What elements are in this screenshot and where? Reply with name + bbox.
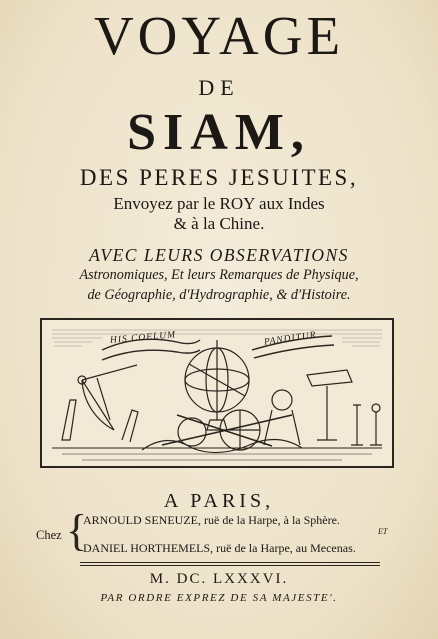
motto-right: PANDITUR [263, 330, 318, 348]
publication-date: M. DC. LXXXVI. [149, 571, 289, 587]
brace-icon: { [66, 506, 88, 555]
destination-line: & à la Chine. [173, 214, 265, 233]
title-voyage: VOYAGE [93, 5, 345, 66]
sent-by-line: Envoyez par le ROY aux Indes [113, 194, 325, 213]
royal-privilege: PAR ORDRE EXPREZ DE SA MAJESTE'. [100, 592, 338, 604]
title-de: DE [198, 75, 240, 100]
imprint-chez: Chez [36, 528, 62, 542]
subtitle-line-3: de Géographie, d'Hydrographie, & d'Histoire. [87, 287, 351, 303]
publisher-2: DANIEL HORTHEMELS, ruë de la Harpe, au Mecenas. [83, 541, 356, 555]
publisher-1: ARNOULD SENEUZE, ruë de la Harpe, à la Sphère. [83, 513, 340, 527]
rule-divider [80, 562, 380, 563]
title-siam: SIAM, [127, 104, 311, 161]
engraving-illustration [42, 320, 392, 466]
subtitle-line-1: AVEC LEURS OBSERVATIONS [89, 245, 349, 265]
subtitle-line-2: Astronomiques, Et leurs Remarques de Physique, [79, 267, 359, 283]
rule-divider [80, 565, 380, 566]
scientific-instruments-engraving [40, 318, 394, 468]
authors-line: DES PERES JESUITES, [79, 165, 359, 190]
imprint-city: A PARIS, [163, 490, 275, 512]
motto-left: HIS COELUM [109, 330, 177, 346]
imprint-conjunction: ET [378, 527, 388, 536]
